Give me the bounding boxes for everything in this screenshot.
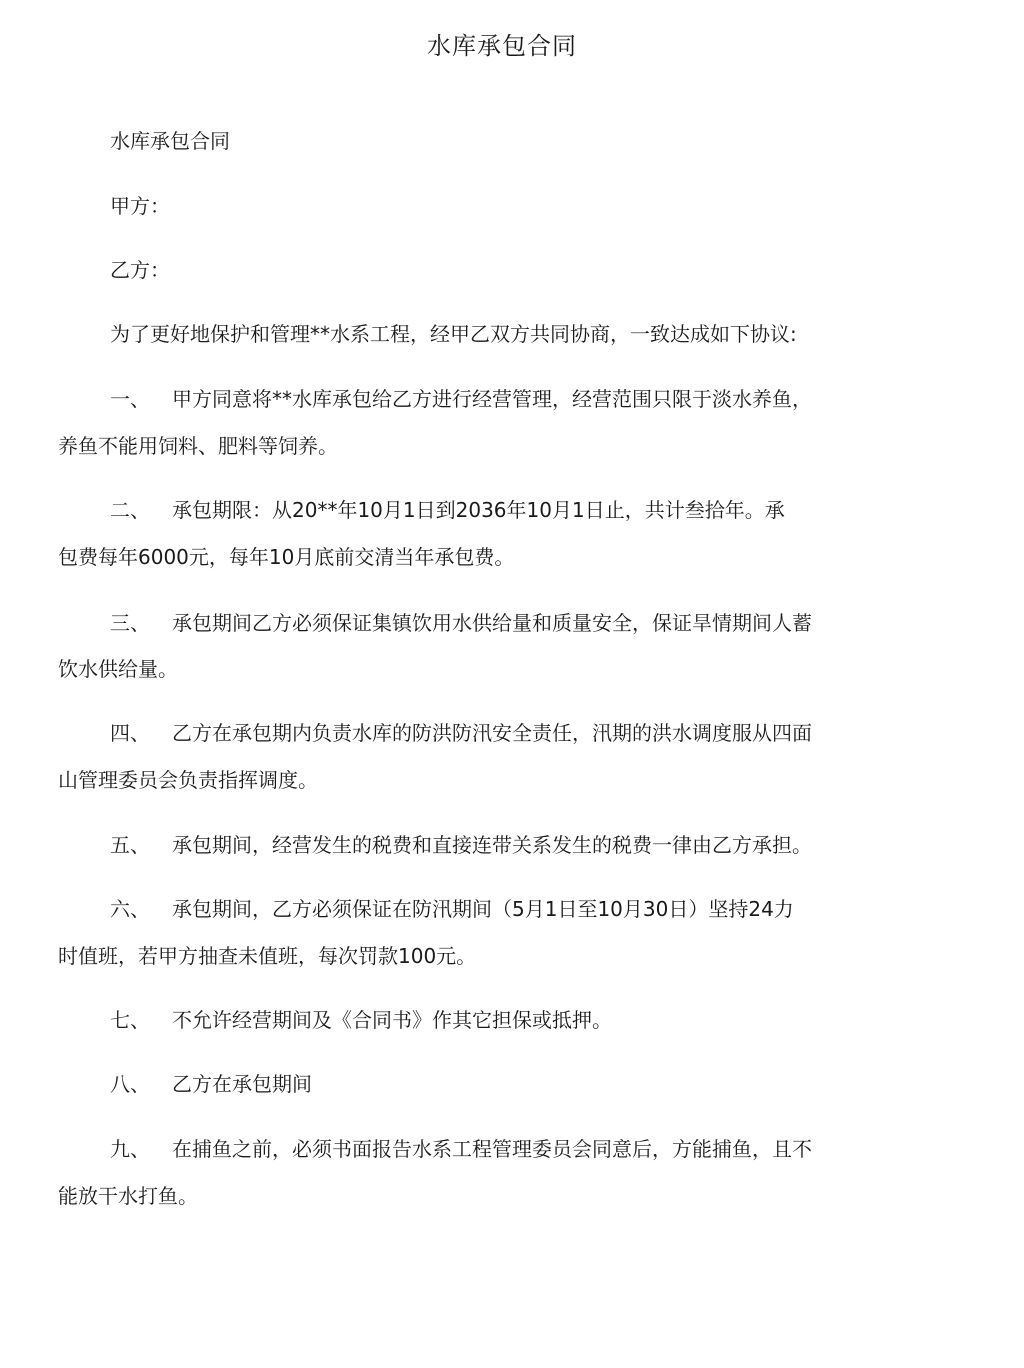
party-b-label: 乙方： xyxy=(110,258,170,282)
clause-9-text: 在捕鱼之前，必须书面报告水系工程管理委员会同意后，方能捕鱼，且不 xyxy=(172,1137,812,1161)
document-title: 水库承包合同 xyxy=(427,32,577,60)
clause-5-line-1 xyxy=(110,831,812,859)
clause-6-number: 六、 xyxy=(110,897,150,921)
clause-2-text: 承包期限：从20**年10月1日到2036年10月1日止，共计叁拾年。承 xyxy=(172,498,785,522)
party-a-label: 甲方： xyxy=(110,194,170,218)
clause-7-number: 七、 xyxy=(110,1008,150,1032)
clause-2-line-1 xyxy=(110,496,785,524)
intro-paragraph: 为了更好地保护和管理**水系工程，经甲乙双方共同协商，一致达成如下协议: xyxy=(110,322,797,346)
clause-6-text: 承包期间，乙方必须保证在防汛期间（5月1日至10月30日）坚持24力 xyxy=(172,897,794,921)
clause-3-line-2: 饮水供给量。 xyxy=(58,657,178,681)
clause-9-number: 九、 xyxy=(110,1137,150,1161)
clause-9-line-1 xyxy=(110,1135,812,1163)
clause-7-text: 不允许经营期间及《合同书》作其它担保或抵押。 xyxy=(172,1008,612,1032)
clause-6-line-1 xyxy=(110,895,794,923)
clause-3-line-1 xyxy=(110,609,812,637)
clause-4-text: 乙方在承包期内负责水库的防洪防汛安全责任，汛期的洪水调度服从四面 xyxy=(172,721,812,745)
clause-8-line-1 xyxy=(110,1070,312,1098)
clause-2-line-2: 包费每年6000元，每年10月底前交清当年承包费。 xyxy=(58,545,515,569)
clause-3-text: 承包期间乙方必须保证集镇饮用水供给量和质量安全，保证旱情期间人蓄 xyxy=(172,611,812,635)
clause-4-line-1 xyxy=(110,719,812,747)
clause-4-line-2: 山管理委员会负责指挥调度。 xyxy=(58,768,318,792)
clause-1-number: 一、 xyxy=(110,387,150,411)
clause-5-text: 承包期间，经营发生的税费和直接连带关系发生的税费一律由乙方承担。 xyxy=(172,833,812,857)
clause-5-number: 五、 xyxy=(110,833,150,857)
clause-7-line-1 xyxy=(110,1006,612,1034)
clause-2-number: 二、 xyxy=(110,498,150,522)
clause-4-number: 四、 xyxy=(110,721,150,745)
clause-9-line-2: 能放干水打鱼。 xyxy=(58,1184,198,1208)
clause-1-text: 甲方同意将**水库承包给乙方进行经营管理，经营范围只限于淡水养鱼， xyxy=(172,387,812,411)
clause-8-number: 八、 xyxy=(110,1072,150,1096)
clause-3-number: 三、 xyxy=(110,611,150,635)
contract-heading: 水库承包合同 xyxy=(110,129,230,153)
clause-6-line-2: 时值班，若甲方抽查未值班，每次罚款100元。 xyxy=(58,944,477,968)
clause-8-text: 乙方在承包期间 xyxy=(172,1072,312,1096)
clause-1-line-2: 养鱼不能用饲料、肥料等饲养。 xyxy=(58,434,338,458)
clause-1-line-1 xyxy=(110,385,812,413)
